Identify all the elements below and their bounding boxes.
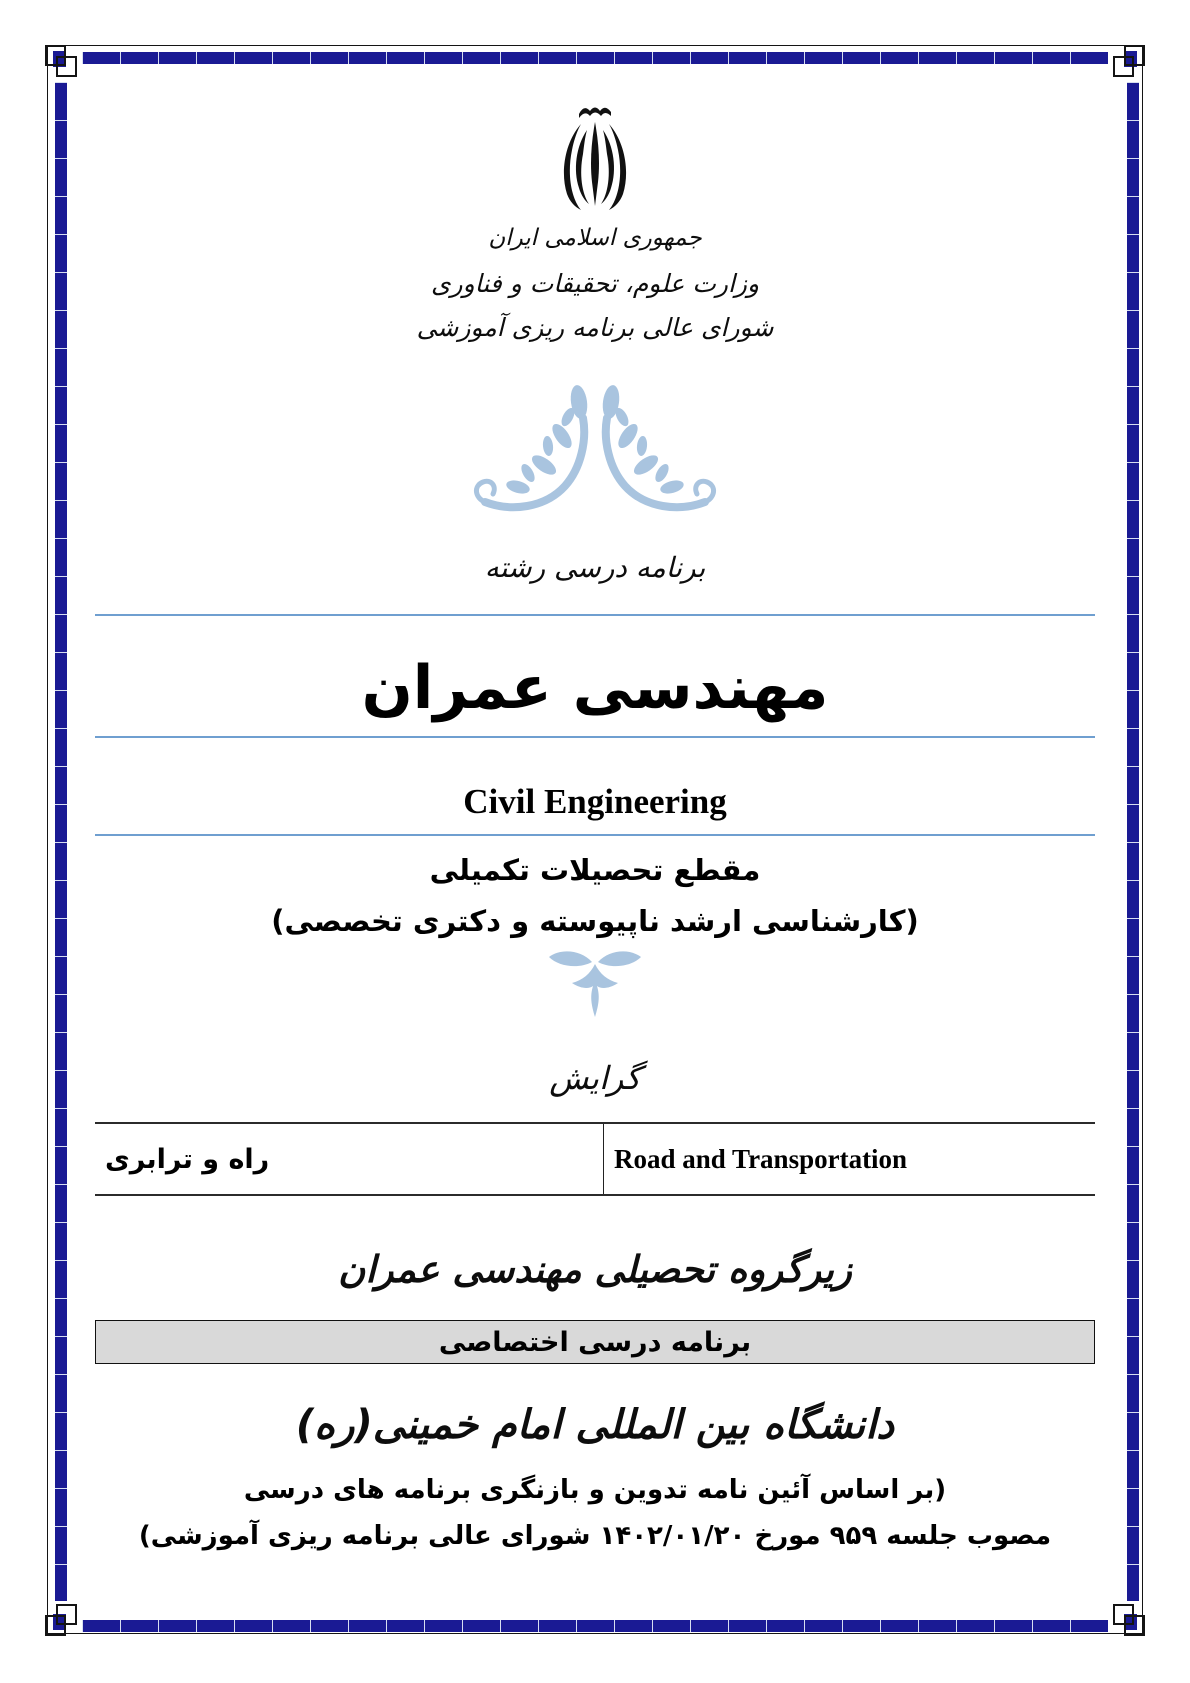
field-title-fa: مهندسی عمران [361,653,829,723]
iran-emblem-icon [95,102,1095,216]
orientation-cell-en: Road and Transportation [603,1124,1095,1194]
subgroup-label: زیرگروه تحصیلی مهندسی عمران [338,1248,852,1291]
rule-line [95,614,1095,616]
orientation-table [95,1122,1095,1196]
special-curriculum-banner: برنامه درسی اختصاصی [95,1320,1095,1364]
orientation-label: گرایش [549,1059,641,1097]
rule-line [95,834,1095,836]
field-title-en: Civil Engineering [463,782,727,821]
corner-square [1113,56,1134,77]
floral-flourish-icon [95,380,1095,534]
frame-corner-squares-icon [1106,1597,1146,1637]
program-label: برنامه درسی رشته [484,551,706,584]
approval-note-line-2: مصوب جلسه ۹۵۹ مورخ ۱۴۰۲/۰۱/۲۰ شورای عالی برنامه ریزی آموزشی) [138,1521,1052,1551]
rule-line [95,736,1095,738]
corner-square [56,56,77,77]
corner-square [56,1604,77,1625]
header-ministry-line: وزارت علوم، تحقیقات و فناوری [430,269,760,298]
frame-band-bottom [82,1620,1108,1632]
level-line-1: مقطع تحصیلات تکمیلی [429,853,761,887]
orientation-cell-fa: راه و ترابری [105,1143,270,1175]
frame-corner-squares-icon [44,44,84,84]
corner-square [1113,1604,1134,1625]
frame-band-left [55,82,67,1601]
frame-corner-squares-icon [44,1597,84,1637]
header-country-line: جمهوری اسلامی ایران [488,225,702,251]
level-line-2: (کارشناسی ارشد ناپیوسته و دکتری تخصصی) [271,904,919,938]
header-council-line: شورای عالی برنامه ریزی آموزشی [416,313,774,342]
frame-corner-squares-icon [1106,44,1146,84]
frame-band-right [1127,82,1139,1601]
approval-note-line-1: (بر اساس آئین نامه تدوین و بازنگری برنامه های درسی [243,1475,947,1505]
university-label: دانشگاه بین المللی امام خمینی(ره) [295,1402,895,1448]
floral-finial-icon [95,946,1095,1024]
frame-band-top [82,52,1108,64]
